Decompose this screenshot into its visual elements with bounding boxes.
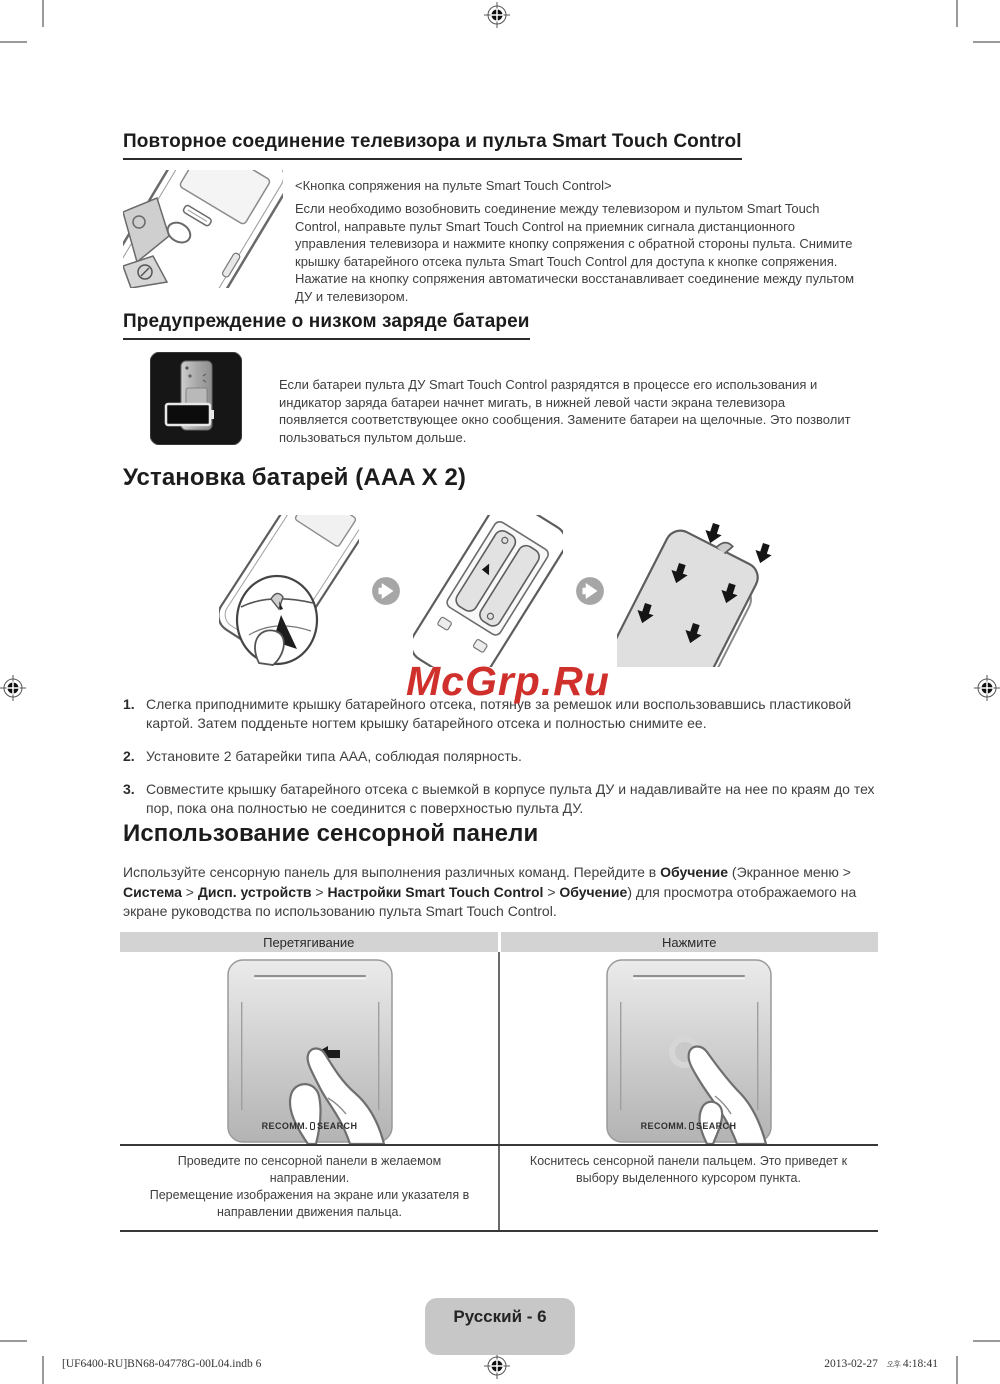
table-divider — [498, 952, 500, 1144]
menu-path-item: Обучение — [559, 883, 628, 900]
crop-mark — [0, 41, 27, 43]
step-number: 3. — [123, 781, 135, 797]
crop-mark — [0, 1340, 27, 1342]
tap-illustration — [603, 958, 775, 1144]
page-number-box — [425, 1298, 575, 1355]
section-title-pairing: Повторное соединение телевизора и пульта Smart Touch Control — [123, 131, 742, 160]
step-text: Слегка приподнимите крышку батарейного отсека, потянув за ремешок или воспользовавшись пластиковой картой. Затем подденьте ногтем крышку батарейного отсека и полностью снимите ее. — [146, 696, 852, 731]
pairing-section — [123, 170, 880, 305]
table-rule — [120, 1230, 878, 1232]
registration-mark-icon — [974, 675, 1000, 701]
step-text: Установите 2 батарейки типа AAA, соблюдая полярность. — [146, 748, 522, 764]
intro-text: (Экранное меню > — [728, 864, 851, 880]
print-date: 2013-02-27 — [824, 1358, 878, 1370]
watermark: McGrp.Ru — [406, 658, 610, 704]
table-header-row — [120, 932, 878, 952]
registration-mark-icon — [484, 1353, 510, 1379]
low-battery-icon — [150, 352, 242, 445]
table-divider — [498, 1146, 500, 1230]
insert-batteries-step-icon — [413, 515, 563, 667]
tap-description — [499, 1146, 878, 1230]
column-header-tap: Нажмите — [501, 932, 879, 952]
recomm-label: RECOMM. — [640, 1121, 687, 1131]
table-caption-row — [120, 1146, 878, 1230]
drag-desc-line2: Перемещение изображения на экране или указателя в направлении движения пальца. — [149, 1188, 470, 1219]
arrow-right-icon — [371, 576, 401, 606]
pairing-caption: <Кнопка сопряжения на пульте Smart Touch Control> — [295, 178, 612, 193]
touchpad-tap-icon — [603, 958, 775, 1144]
registration-mark-icon — [0, 675, 26, 701]
battery-warning-body: Если батареи пульта ДУ Smart Touch Control разрядятся в процессе его использования и индикатор заряда батареи начнет мигать, в нижней левой части экрана телевизора появляется соответствующее окно сообщения. Замените батареи на щелочные. Это позволит пользоваться пультом дольше. — [279, 377, 851, 445]
list-item — [123, 695, 880, 733]
battery-install-illustrations — [123, 512, 880, 670]
list-item — [123, 747, 880, 766]
search-label: SEARCH — [695, 1121, 737, 1131]
intro-text: ) для просмотра отображаемого на экране руководства по использованию пульта Smart Touch Control. — [123, 883, 857, 919]
step-text: Совместите крышку батарейного отсека с выемкой в корпусе пульта ДУ и надавливайте на нее по краям до тех пор, пока она полностью не соединится с поверхностью пульта ДУ. — [146, 781, 875, 816]
crop-mark — [973, 41, 1000, 43]
menu-path-item: Настройки Smart Touch Control — [327, 883, 544, 900]
install-steps — [123, 695, 880, 832]
remote-back-icon — [123, 170, 283, 288]
drag-cell — [120, 952, 499, 1144]
menu-path-item: Система — [123, 883, 182, 900]
remote-back-illustration — [123, 170, 295, 305]
recomm-label: RECOMM. — [261, 1121, 308, 1131]
section-title-install: Установка батарей (AAA X 2) — [123, 464, 466, 491]
list-item — [123, 780, 880, 818]
step-number: 2. — [123, 748, 135, 764]
section-title-battery-warning: Предупреждение о низком заряде батареи — [123, 311, 530, 340]
touchpad-drag-icon — [224, 958, 396, 1144]
step-number: 1. — [123, 696, 135, 712]
page-number-label: Русский - 6 — [453, 1307, 547, 1326]
intro-text: > — [311, 883, 328, 900]
crop-mark — [973, 1340, 1000, 1342]
crop-mark — [956, 0, 958, 27]
section-title-touchpad: Использование сенсорной панели — [123, 820, 539, 847]
screen-icon — [689, 1122, 694, 1130]
menu-path-item: Обучение — [660, 864, 729, 880]
touchpad-bottom-label — [224, 1121, 396, 1131]
battery-warning-illustration — [123, 352, 251, 450]
crop-mark — [42, 1356, 44, 1384]
print-file-info: [UF6400-RU]BN68-04778G-00L04.indb 6 — [62, 1358, 262, 1370]
touchpad-bottom-label — [603, 1121, 775, 1131]
gesture-table — [120, 932, 878, 1232]
screen-icon — [310, 1122, 315, 1130]
crop-mark — [956, 1356, 958, 1384]
crop-mark — [42, 0, 44, 27]
drag-illustration — [224, 958, 396, 1144]
tap-desc: Коснитесь сенсорной панели пальцем. Это приведет к выбору выделенного курсором пункта. — [529, 1154, 848, 1185]
tap-cell — [499, 952, 878, 1144]
table-illustration-row — [120, 952, 878, 1144]
intro-text: > — [543, 883, 560, 900]
column-header-drag: Перетягивание — [120, 932, 498, 952]
print-timestamp — [824, 1358, 938, 1370]
intro-text: Используйте сенсорную панель для выполнения различных команд. Перейдите в — [123, 864, 661, 880]
print-meridiem: 오후 — [886, 1360, 900, 1369]
registration-mark-icon — [484, 2, 510, 28]
intro-text: > — [181, 883, 198, 900]
drag-description — [120, 1146, 499, 1230]
drag-desc-line1: Проведите по сенсорной панели в желаемом направлении. — [177, 1154, 442, 1185]
battery-warning-section — [123, 352, 880, 450]
arrow-right-icon — [575, 576, 605, 606]
search-label: SEARCH — [316, 1121, 358, 1131]
touchpad-intro — [123, 863, 880, 922]
pairing-body: Если необходимо возобновить соединение между телевизором и пультом Smart Touch Control, направьте пульт Smart Touch Control на приемник сигнала дистанционного управления телевизора и нажмите кнопку сопряжения с обратной стороны пульта. Снимите крышку батарейного отсека пульта Smart Touch Control для доступа к кнопке сопряжения. Нажатие на кнопку сопряжения автоматически восстанавливает соединение между пультом ДУ и телевизором. — [295, 201, 855, 304]
close-cover-step-icon — [617, 515, 785, 667]
menu-path-item: Дисп. устройств — [197, 883, 312, 900]
open-cover-step-icon — [219, 515, 359, 667]
print-time: 4:18:41 — [902, 1358, 938, 1370]
